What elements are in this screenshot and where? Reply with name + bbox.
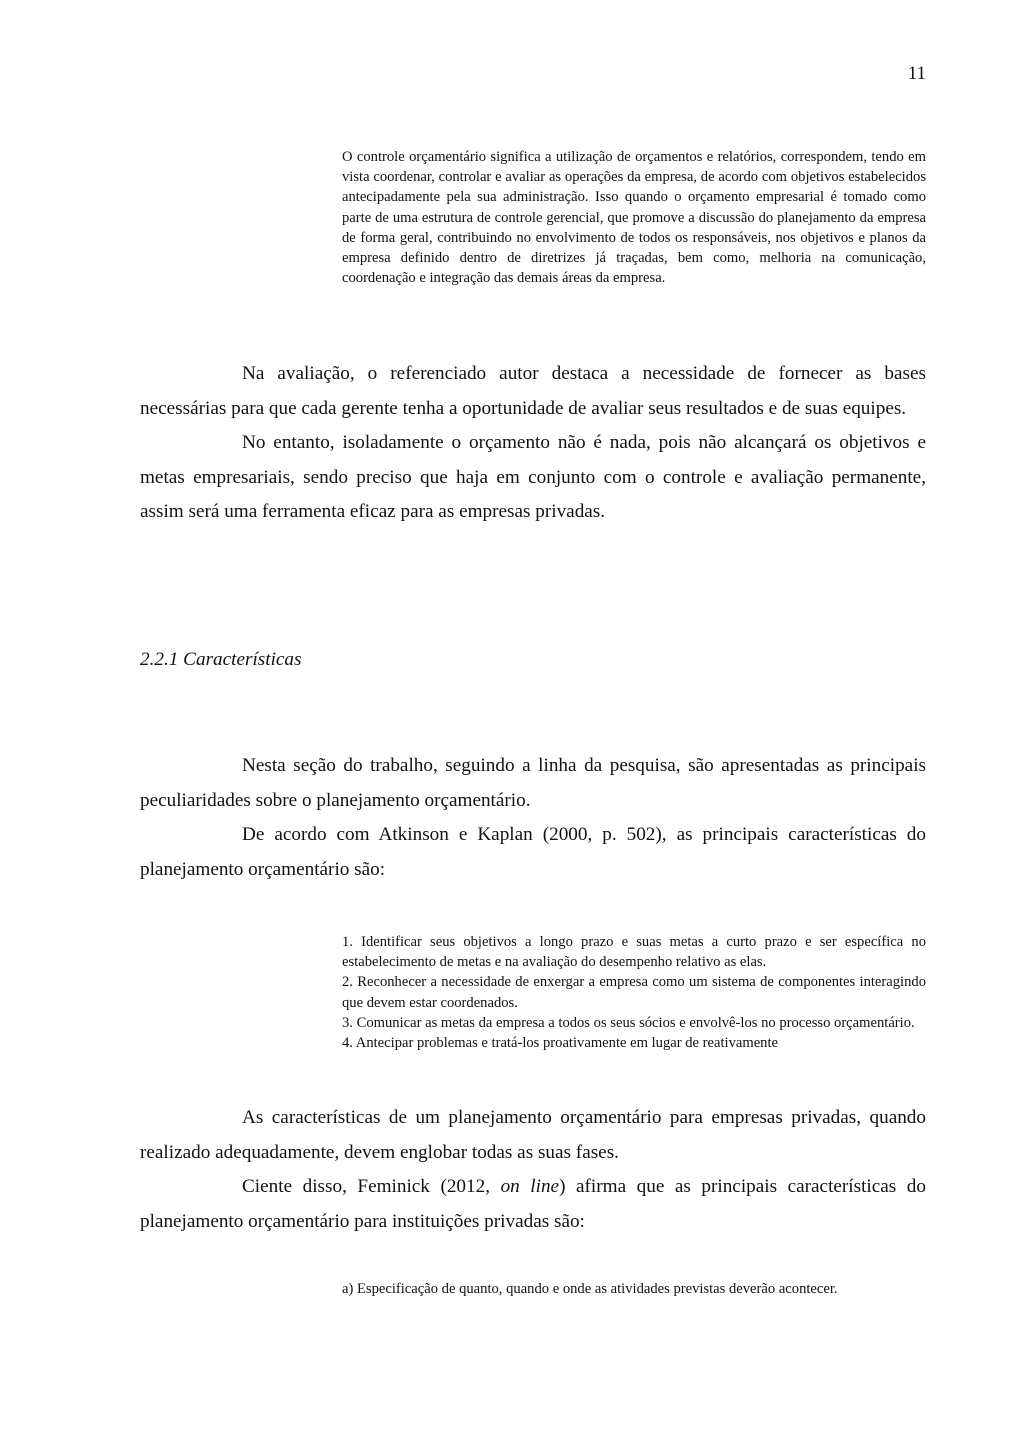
section-heading: 2.2.1 Características bbox=[140, 649, 302, 670]
paragraph-avaliacao: Na avaliação, o referenciado autor destaca a necessidade de fornecer as bases necessárias para que cada gerente tenha a oportunidade de avaliar seus resultados e de suas equipes. bbox=[140, 363, 926, 419]
quote-text: a) Especificação de quanto, quando e onde as atividades previstas deverão acontecer. bbox=[342, 1281, 838, 1297]
paragraph-isoladamente: No entanto, isoladamente o orçamento não é nada, pois não alcançará os objetivos e metas empresariais, sendo preciso que haja em conjunto com o controle e avaliação permanente, assim será uma ferramenta eficaz para as empresas privadas. bbox=[140, 432, 926, 523]
page-number: 11 bbox=[907, 63, 926, 84]
block-quote-list bbox=[342, 932, 926, 1053]
paragraph-feminick-end: ) afirma que as principais características do planejamento orçamentário para instituições privadas são: bbox=[140, 1176, 926, 1232]
list-item: 2. Reconhecer a necessidade de enxergar a empresa como um sistema de componentes interagindo que devem estar coordenados. bbox=[342, 974, 926, 1011]
paragraph-caracteristicas-empresas: As características de um planejamento orçamentário para empresas privadas, quando realizado adequadamente, devem englobar todas as suas fases. bbox=[140, 1107, 926, 1163]
block-quote-especificacao bbox=[342, 1279, 926, 1299]
paragraph-secao: Nesta seção do trabalho, seguindo a linha da pesquisa, são apresentadas as principais peculiaridades sobre o planejamento orçamentário. bbox=[140, 755, 926, 811]
list-item: 3. Comunicar as metas da empresa a todos os seus sócios e envolvê-los no processo orçamentário. bbox=[342, 1014, 915, 1031]
body-paragraphs-caracteristicas bbox=[140, 749, 926, 887]
on-line-italic: on line bbox=[500, 1176, 560, 1198]
paragraph-feminick-start: Ciente disso, Feminick (2012, bbox=[242, 1176, 501, 1198]
quote-text: O controle orçamentário significa a utilização de orçamentos e relatórios, correspondem, tendo em vista coordenar, controlar e avaliar as operações da empresa, de acordo com objetivos estabelecidos antecipadamente pela sua administração. Isso quando o orçamento empresarial é tomado como parte de uma estrutura de controle gerencial, que promove a discussão do planejamento da empresa de forma geral, contribuindo no envolvimento de todos os responsáveis, nos objetivos e planos da empresa definido dentro de diretrizes já traçadas, bem como, melhoria na comunicação, coordenação e integração das demais áreas da empresa. bbox=[342, 149, 926, 287]
list-item: 4. Antecipar problemas e tratá-los proativamente em lugar de reativamente bbox=[342, 1035, 779, 1052]
body-paragraphs-avaliacao bbox=[140, 357, 926, 530]
body-paragraphs-feminick bbox=[140, 1101, 926, 1239]
list-item: 1. Identificar seus objetivos a longo prazo e suas metas a curto prazo e ser específica no estabelecimento de metas e na avaliação do desempenho relativo as elas. bbox=[342, 934, 926, 971]
block-quote-controle-orcamentario bbox=[342, 147, 926, 288]
paragraph-atkinson-kaplan: De acordo com Atkinson e Kaplan (2000, p. 502), as principais características do planejamento orçamentário são: bbox=[140, 824, 926, 880]
paragraph-feminick bbox=[140, 1170, 926, 1239]
